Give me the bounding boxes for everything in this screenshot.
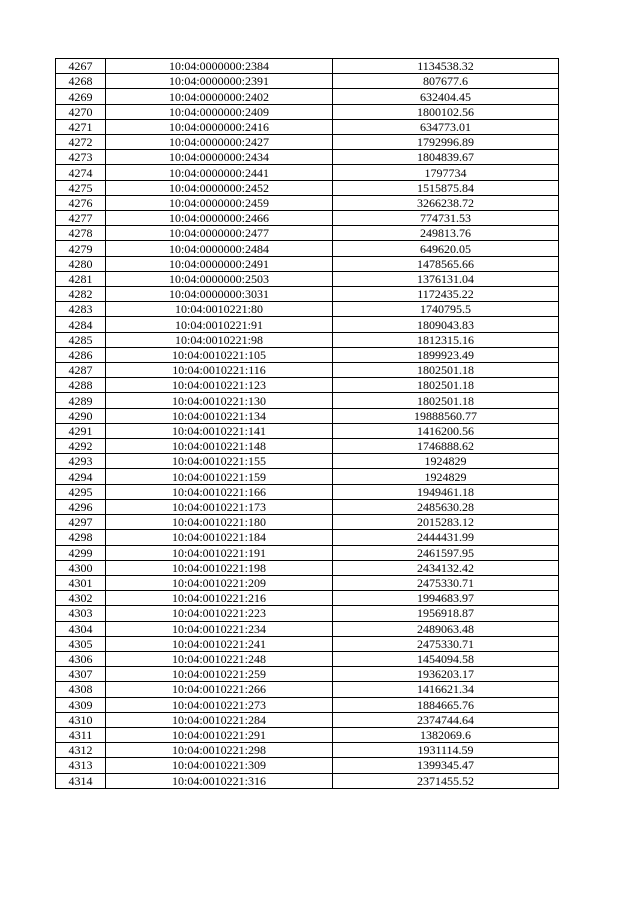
value-cell: 1416621.34 — [333, 682, 559, 697]
table-row — [56, 530, 559, 545]
value-cell: 1740795.5 — [333, 302, 559, 317]
value-cell: 2475330.71 — [333, 636, 559, 651]
row-number-cell: 4287 — [56, 363, 106, 378]
value-cell: 2434132.42 — [333, 560, 559, 575]
value-cell: 1515875.84 — [333, 180, 559, 195]
cadastral-number-cell: 10:04:0010221:98 — [106, 332, 333, 347]
value-cell: 1802501.18 — [333, 378, 559, 393]
cadastral-number-cell: 10:04:0010221:184 — [106, 530, 333, 545]
row-number-cell: 4286 — [56, 347, 106, 362]
table-row — [56, 484, 559, 499]
value-cell: 1924829 — [333, 469, 559, 484]
row-number-cell: 4303 — [56, 606, 106, 621]
cadastral-number-cell: 10:04:0000000:2384 — [106, 59, 333, 74]
cadastral-number-cell: 10:04:0000000:2441 — [106, 165, 333, 180]
cadastral-number-cell: 10:04:0000000:2459 — [106, 195, 333, 210]
cadastral-number-cell: 10:04:0010221:216 — [106, 591, 333, 606]
cadastral-number-cell: 10:04:0010221:266 — [106, 682, 333, 697]
row-number-cell: 4276 — [56, 195, 106, 210]
row-number-cell: 4293 — [56, 454, 106, 469]
value-cell: 1172435.22 — [333, 287, 559, 302]
value-cell: 1399345.47 — [333, 758, 559, 773]
cadastral-number-cell: 10:04:0010221:259 — [106, 667, 333, 682]
value-cell: 649620.05 — [333, 241, 559, 256]
row-number-cell: 4271 — [56, 119, 106, 134]
cadastral-number-cell: 10:04:0010221:273 — [106, 697, 333, 712]
row-number-cell: 4314 — [56, 773, 106, 788]
row-number-cell: 4281 — [56, 271, 106, 286]
table-row — [56, 743, 559, 758]
cadastral-number-cell: 10:04:0010221:91 — [106, 317, 333, 332]
row-number-cell: 4298 — [56, 530, 106, 545]
cadastral-number-cell: 10:04:0010221:180 — [106, 515, 333, 530]
table-row — [56, 773, 559, 788]
row-number-cell: 4289 — [56, 393, 106, 408]
table-row — [56, 667, 559, 682]
cadastral-number-cell: 10:04:0010221:284 — [106, 712, 333, 727]
row-number-cell: 4270 — [56, 104, 106, 119]
cadastral-number-cell: 10:04:0010221:166 — [106, 484, 333, 499]
value-cell: 807677.6 — [333, 74, 559, 89]
row-number-cell: 4277 — [56, 211, 106, 226]
value-cell: 1382069.6 — [333, 727, 559, 742]
value-cell: 1949461.18 — [333, 484, 559, 499]
row-number-cell: 4295 — [56, 484, 106, 499]
cadastral-number-cell: 10:04:0000000:2434 — [106, 150, 333, 165]
row-number-cell: 4297 — [56, 515, 106, 530]
table-row — [56, 439, 559, 454]
value-cell: 1802501.18 — [333, 393, 559, 408]
cadastral-number-cell: 10:04:0010221:173 — [106, 499, 333, 514]
row-number-cell: 4267 — [56, 59, 106, 74]
table-row — [56, 499, 559, 514]
table-row — [56, 332, 559, 347]
table-row — [56, 591, 559, 606]
row-number-cell: 4288 — [56, 378, 106, 393]
row-number-cell: 4282 — [56, 287, 106, 302]
cadastral-number-cell: 10:04:0010221:191 — [106, 545, 333, 560]
value-cell: 1134538.32 — [333, 59, 559, 74]
value-cell: 632404.45 — [333, 89, 559, 104]
value-cell: 2444431.99 — [333, 530, 559, 545]
value-cell: 1454094.58 — [333, 651, 559, 666]
row-number-cell: 4313 — [56, 758, 106, 773]
row-number-cell: 4300 — [56, 560, 106, 575]
table-row — [56, 363, 559, 378]
cadastral-number-cell: 10:04:0010221:141 — [106, 423, 333, 438]
value-cell: 2374744.64 — [333, 712, 559, 727]
table-row — [56, 758, 559, 773]
table-row — [56, 287, 559, 302]
cadastral-number-cell: 10:04:0010221:80 — [106, 302, 333, 317]
cadastral-number-cell: 10:04:0010221:155 — [106, 454, 333, 469]
value-cell: 1931114.59 — [333, 743, 559, 758]
cadastral-number-cell: 10:04:0000000:2416 — [106, 119, 333, 134]
cadastral-number-cell: 10:04:0000000:2491 — [106, 256, 333, 271]
cadastral-number-cell: 10:04:0000000:2484 — [106, 241, 333, 256]
table-row — [56, 621, 559, 636]
value-cell: 1884665.76 — [333, 697, 559, 712]
row-number-cell: 4272 — [56, 135, 106, 150]
cadastral-number-cell: 10:04:0010221:148 — [106, 439, 333, 454]
value-cell: 1809043.83 — [333, 317, 559, 332]
table-row — [56, 697, 559, 712]
table-row — [56, 469, 559, 484]
value-cell: 774731.53 — [333, 211, 559, 226]
table-row — [56, 651, 559, 666]
value-cell: 2489063.48 — [333, 621, 559, 636]
cadastral-number-cell: 10:04:0010221:134 — [106, 408, 333, 423]
table-row — [56, 454, 559, 469]
table-row — [56, 515, 559, 530]
cadastral-number-cell: 10:04:0000000:2391 — [106, 74, 333, 89]
cadastral-number-cell: 10:04:0010221:298 — [106, 743, 333, 758]
data-table — [55, 58, 559, 789]
value-cell: 3266238.72 — [333, 195, 559, 210]
value-cell: 1792996.89 — [333, 135, 559, 150]
value-cell: 19888560.77 — [333, 408, 559, 423]
row-number-cell: 4294 — [56, 469, 106, 484]
table-row — [56, 195, 559, 210]
row-number-cell: 4268 — [56, 74, 106, 89]
cadastral-number-cell: 10:04:0000000:2466 — [106, 211, 333, 226]
value-cell: 2461597.95 — [333, 545, 559, 560]
cadastral-number-cell: 10:04:0000000:2409 — [106, 104, 333, 119]
table-row — [56, 150, 559, 165]
table-row — [56, 241, 559, 256]
value-cell: 1956918.87 — [333, 606, 559, 621]
cadastral-number-cell: 10:04:0010221:223 — [106, 606, 333, 621]
table-body — [56, 59, 559, 789]
cadastral-number-cell: 10:04:0010221:316 — [106, 773, 333, 788]
table-row — [56, 712, 559, 727]
table-row — [56, 393, 559, 408]
value-cell: 634773.01 — [333, 119, 559, 134]
value-cell: 2485630.28 — [333, 499, 559, 514]
row-number-cell: 4278 — [56, 226, 106, 241]
table-row — [56, 180, 559, 195]
row-number-cell: 4279 — [56, 241, 106, 256]
table-row — [56, 74, 559, 89]
table-row — [56, 135, 559, 150]
cadastral-number-cell: 10:04:0010221:130 — [106, 393, 333, 408]
cadastral-number-cell: 10:04:0000000:2477 — [106, 226, 333, 241]
row-number-cell: 4273 — [56, 150, 106, 165]
value-cell: 1376131.04 — [333, 271, 559, 286]
row-number-cell: 4302 — [56, 591, 106, 606]
value-cell: 2475330.71 — [333, 575, 559, 590]
value-cell: 1802501.18 — [333, 363, 559, 378]
row-number-cell: 4307 — [56, 667, 106, 682]
cadastral-number-cell: 10:04:0010221:248 — [106, 651, 333, 666]
table-row — [56, 606, 559, 621]
row-number-cell: 4290 — [56, 408, 106, 423]
row-number-cell: 4312 — [56, 743, 106, 758]
cadastral-number-cell: 10:04:0010221:116 — [106, 363, 333, 378]
table-row — [56, 302, 559, 317]
value-cell: 1746888.62 — [333, 439, 559, 454]
value-cell: 1797734 — [333, 165, 559, 180]
row-number-cell: 4304 — [56, 621, 106, 636]
row-number-cell: 4305 — [56, 636, 106, 651]
cadastral-number-cell: 10:04:0010221:198 — [106, 560, 333, 575]
row-number-cell: 4283 — [56, 302, 106, 317]
cadastral-number-cell: 10:04:0010221:123 — [106, 378, 333, 393]
row-number-cell: 4269 — [56, 89, 106, 104]
value-cell: 1936203.17 — [333, 667, 559, 682]
table-row — [56, 636, 559, 651]
row-number-cell: 4308 — [56, 682, 106, 697]
value-cell: 1899923.49 — [333, 347, 559, 362]
table-row — [56, 545, 559, 560]
table-row — [56, 408, 559, 423]
cadastral-number-cell: 10:04:0000000:2402 — [106, 89, 333, 104]
cadastral-number-cell: 10:04:0010221:234 — [106, 621, 333, 636]
table-row — [56, 727, 559, 742]
cadastral-number-cell: 10:04:0010221:309 — [106, 758, 333, 773]
cadastral-number-cell: 10:04:0010221:209 — [106, 575, 333, 590]
table-row — [56, 575, 559, 590]
table-row — [56, 256, 559, 271]
row-number-cell: 4309 — [56, 697, 106, 712]
cadastral-number-cell: 10:04:0010221:291 — [106, 727, 333, 742]
value-cell: 1994683.97 — [333, 591, 559, 606]
value-cell: 1804839.67 — [333, 150, 559, 165]
table-row — [56, 119, 559, 134]
value-cell: 1800102.56 — [333, 104, 559, 119]
table-row — [56, 423, 559, 438]
cadastral-number-cell: 10:04:0000000:3031 — [106, 287, 333, 302]
row-number-cell: 4296 — [56, 499, 106, 514]
table-row — [56, 104, 559, 119]
cadastral-number-cell: 10:04:0010221:105 — [106, 347, 333, 362]
value-cell: 1416200.56 — [333, 423, 559, 438]
table-row — [56, 317, 559, 332]
cadastral-number-cell: 10:04:0010221:159 — [106, 469, 333, 484]
value-cell: 2371455.52 — [333, 773, 559, 788]
table-row — [56, 347, 559, 362]
table-row — [56, 378, 559, 393]
table-row — [56, 59, 559, 74]
value-cell: 249813.76 — [333, 226, 559, 241]
table-row — [56, 89, 559, 104]
cadastral-number-cell: 10:04:0000000:2427 — [106, 135, 333, 150]
row-number-cell: 4301 — [56, 575, 106, 590]
row-number-cell: 4306 — [56, 651, 106, 666]
value-cell: 2015283.12 — [333, 515, 559, 530]
table-row — [56, 226, 559, 241]
cadastral-number-cell: 10:04:0010221:241 — [106, 636, 333, 651]
cadastral-number-cell: 10:04:0000000:2503 — [106, 271, 333, 286]
value-cell: 1478565.66 — [333, 256, 559, 271]
row-number-cell: 4285 — [56, 332, 106, 347]
row-number-cell: 4291 — [56, 423, 106, 438]
row-number-cell: 4280 — [56, 256, 106, 271]
row-number-cell: 4311 — [56, 727, 106, 742]
value-cell: 1924829 — [333, 454, 559, 469]
row-number-cell: 4275 — [56, 180, 106, 195]
cadastral-number-cell: 10:04:0000000:2452 — [106, 180, 333, 195]
table-row — [56, 211, 559, 226]
row-number-cell: 4284 — [56, 317, 106, 332]
table-row — [56, 560, 559, 575]
row-number-cell: 4274 — [56, 165, 106, 180]
row-number-cell: 4299 — [56, 545, 106, 560]
row-number-cell: 4292 — [56, 439, 106, 454]
table-row — [56, 165, 559, 180]
table-row — [56, 271, 559, 286]
table-row — [56, 682, 559, 697]
value-cell: 1812315.16 — [333, 332, 559, 347]
row-number-cell: 4310 — [56, 712, 106, 727]
